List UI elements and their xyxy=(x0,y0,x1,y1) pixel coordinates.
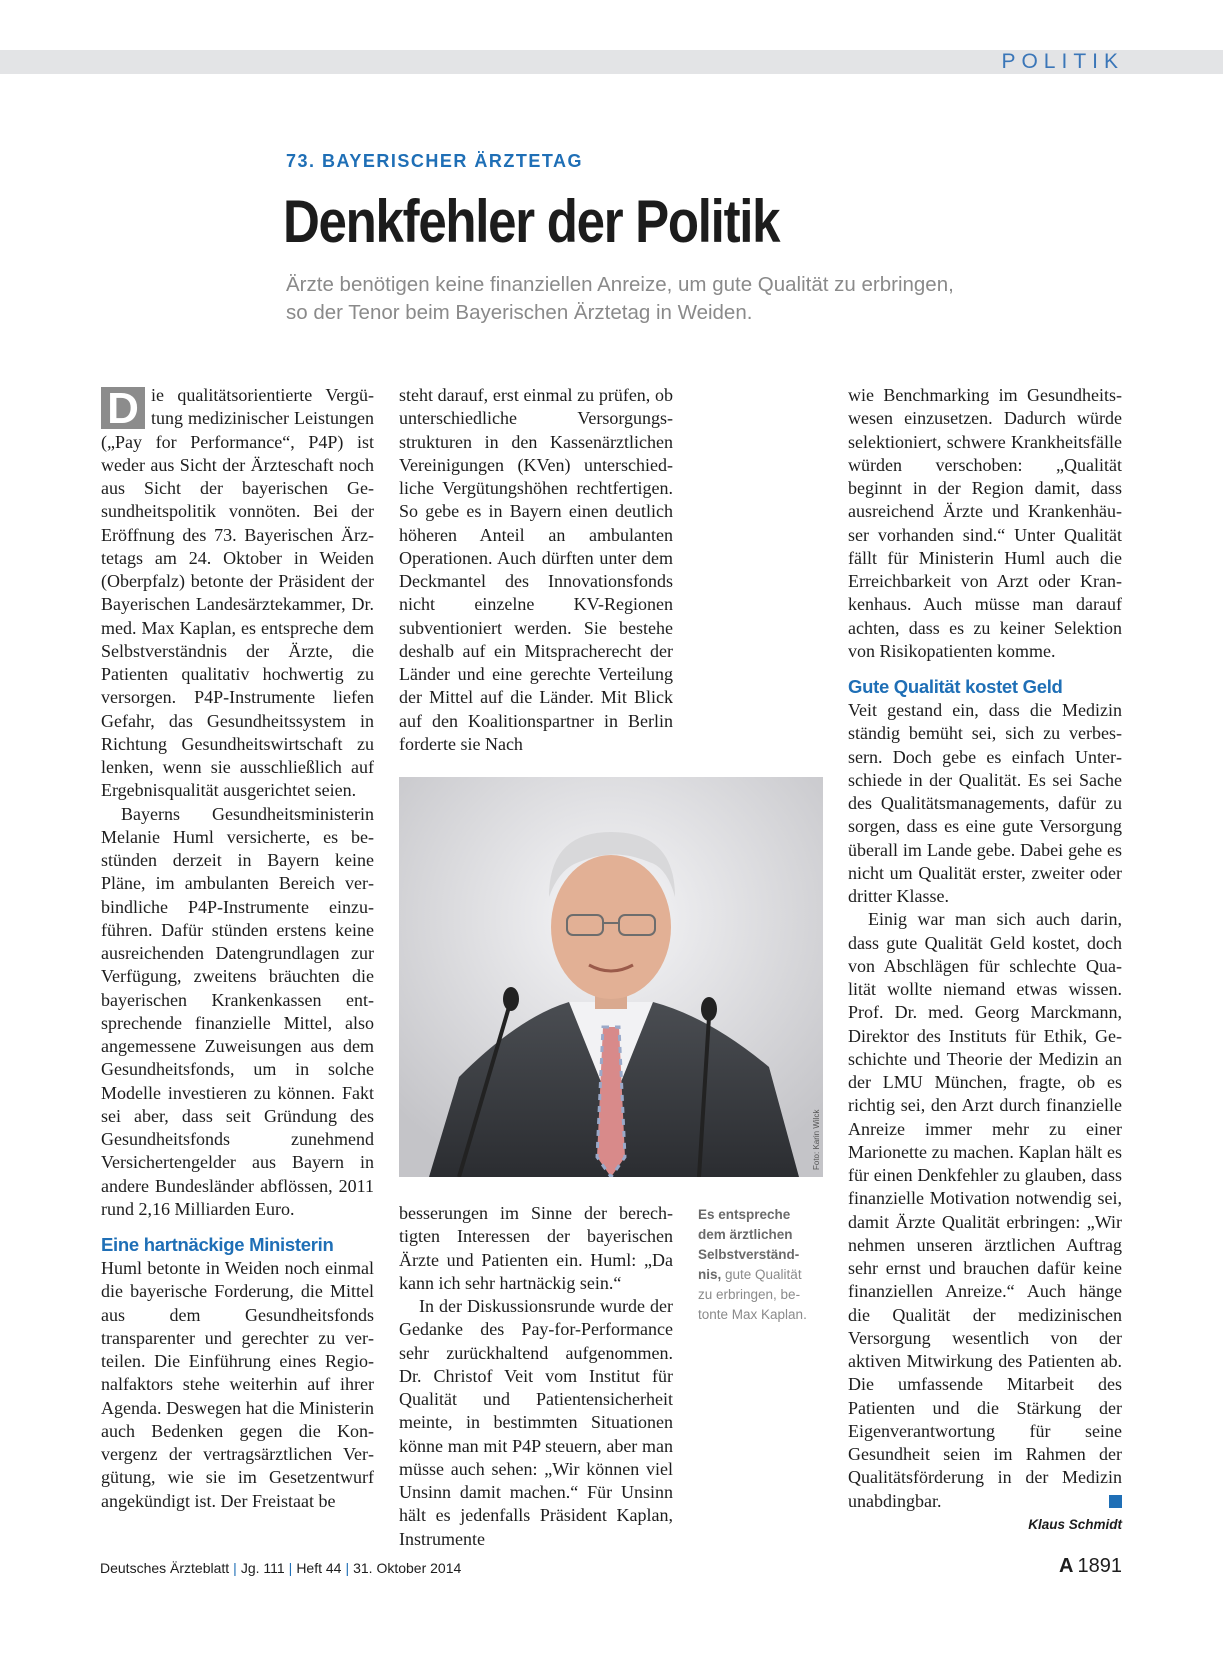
paragraph: besserungen im Sinne der berechtigten Interessen der bayerischen Ärzte und Patienten ein. Huml: „Da kann ich sehr hartnäckig sein.“ xyxy=(399,1203,673,1293)
text-column-2-continued xyxy=(399,1202,673,1551)
footer-citation xyxy=(100,1558,461,1578)
text-column-2 xyxy=(399,384,673,756)
caption-lead: Es entspreche dem ärztlichen Selbstverständnis, xyxy=(698,1207,800,1282)
footer-separator: | xyxy=(288,1560,293,1576)
volume: Jg. 111 xyxy=(240,1560,285,1576)
portrait-illustration xyxy=(399,777,823,1177)
author-name: Klaus Schmidt xyxy=(1028,1516,1122,1532)
text-column-1 xyxy=(101,384,374,1513)
journal-name: Deutsches Ärzteblatt xyxy=(100,1560,230,1576)
paragraph: Veit gestand ein, dass die Medizin ständig bemüht sei, sich zu verbessern. Doch gebe es einfach Unterschiede in der Qualität. Es sei Sache des Qualitätsmanagements, dafür zu sorgen, dass es eine gute Versorgung überall im Lande gebe. Dabei gehe es nicht um Qualität erster, zweiter oder dritter Klasse. xyxy=(848,700,1122,906)
paragraph-text: ie qualitätsorientierte Vergütung medizinischer Leistungen („Pay for Performance“, P4P) ist weder aus Sicht der Ärzteschaft noch aus Sicht der bayerischen Gesundheitspolitik vonnöten. Bei der Eröffnung des 73. Bayerischen Ärztetags am 24. Oktober in Weiden (Oberpfalz) betonte der Präsident der Bayerischen Landesärztekammer, Dr. med. Max Kaplan, es entspreche dem Selbstverständnis der Ärzte, die Patienten qualitativ hochwertig zu versorgen. P4P-Instrumente liefen Gefahr, das Gesundheitssystem in Richtung Gesundheitswirtschaft zu lenken, wenn sie ausschließlich auf Ergebnisqualität ausgerichtet seien. xyxy=(101,385,374,801)
paragraph: Bayerns Gesundheitsministerin Melanie Huml versicherte, es bestünden derzeit in Bayern keine Pläne, im ambulanten Bereich verbindliche P4P-Instrumente einzuführen. Dafür stünden erstens keine ausreichenden Datengrundlagen zur Verfügung, zweitens bräuchten die bayerischen Krankenkassen entsprechende finanzielle Mittel, also angemessene Zuweisungen aus dem Gesundheitsfonds, um in solche Modelle investieren zu können. Fakt sei aber, dass seit Gründung des Gesundheitsfonds zunehmend Versichertengelder aus Bayern in andere Bundesländer abflössen, 2011 rund 2,16 Milliarden Euro. xyxy=(101,803,374,1219)
photo-credit: Foto: Karin Wilck xyxy=(812,1109,821,1170)
page-number-value: 1891 xyxy=(1077,1555,1122,1577)
subheading: Eine hartnäckige Ministerin xyxy=(101,1234,334,1255)
article-kicker: 73. BAYERISCHER ÄRZTETAG xyxy=(286,151,584,171)
issue: Heft 44 xyxy=(296,1560,342,1576)
drop-cap: D xyxy=(101,387,145,429)
paragraph xyxy=(848,908,1122,1513)
paragraph xyxy=(101,384,374,803)
section-label: POLITIK xyxy=(1001,50,1124,73)
text-column-3 xyxy=(848,384,1122,1535)
paragraph-text: Einig war man sich auch darin, dass gute Qualität Geld kostet, doch von Abschlägen für schlechte Qualität wollte niemand etwas wissen. Prof. Dr. med. Georg Marckmann, Direktor des Instituts für Ethik, Geschichte und Theorie der Medizin an der LMU München, fragte, ob es richtig sei, den Arzt durch finanzielle Anreize immer mehr zu einer Marionette zu machen. Kaplan hält es für einen Denkfehler zu glauben, dass finanzielle Motivation notwendig sei, damit Ärzte Qualität erbringen: „Wir nehmen unseren ärztlichen Auftrag sehr ernst und brauchen dafür keine finanziellen Anreize.“ Auch hänge die Qualität der medizinischen Versorgung wesentlich von der aktiven Mitwirkung des Patienten ab. Die umfassende Mitarbeit des Patienten und die Stärkung der Eigenverantwortung für seine Gesundheit seien im Rahmen der Qualitätsförderung in der Medizin unabdingbar. xyxy=(848,909,1122,1511)
subheading: Gute Qualität kostet Geld xyxy=(848,676,1063,697)
paragraph: In der Diskussionsrunde wurde der Gedanke des Pay-for-Performance sehr zurückhaltend aufgenommen. Dr. Christof Veit vom Institut für Qualität und Patientensicherheit meinte, in bestimmten Situationen könne man mit P4P steuern, aber man müsse auch sehen: „Wir können viel Unsinn damit machen.“ Für Unsinn hält es jedenfalls Präsident Kaplan, Instrumente xyxy=(399,1296,673,1549)
paragraph: wie Benchmarking im Gesundheitswesen einzusetzen. Dadurch würde selektioniert, schwere Krankheitsfälle würden verschoben: „Qualität beginnt in der Region damit, dass ausreichend Ärzte und Krankenhäuser vorhanden sind.“ Unter Qualität fällt für Ministerin Huml auch die Erreichbarkeit von Arzt oder Krankenhaus. Auch müsse man darauf achten, dass es zu keiner Selektion von Risikopatienten komme. xyxy=(848,385,1122,661)
paragraph: Huml betonte in Weiden noch einmal die bayerische Forderung, die Mittel aus dem Gesundheitsfonds transparenter und gerechter zu verteilen. Die Einführung eines Regionalfaktors stehe weiterhin auf ihrer Agenda. Deswegen hat die Ministerin auch Bedenken gegen die Konvergenz der vertragsärztlichen Vergütung, wie sie im Gesetzentwurf angekündigt ist. Der Freistaat be xyxy=(101,1258,374,1511)
footer-separator: | xyxy=(345,1560,350,1576)
photo-caption xyxy=(698,1205,816,1325)
article-title: Denkfehler der Politik xyxy=(283,188,780,255)
caption-text: gute Qualität zu erbringen, betonte Max Kaplan. xyxy=(698,1267,807,1322)
footer-separator: | xyxy=(233,1560,237,1576)
paragraph: steht darauf, erst einmal zu prüfen, ob unterschiedliche Versorgungsstrukturen in den Kassenärztlichen Vereinigungen (KVen) unterschiedliche Vergütungshöhen rechtfertigen. So gebe es in Bayern einen deutlich höheren Anteil an ambulanten Operationen. Auch dürften unter dem Deckmantel des Innovationsfonds nicht einzelne KV-Regionen subventioniert werden. Sie bestehe deshalb auf ein Mitspracherecht der Länder und eine gerechte Verteilung der Mittel auf die Länder. Mit Blick auf den Koalitionspartner in Berlin forderte sie Nach xyxy=(399,385,673,754)
page-number xyxy=(1059,1553,1122,1579)
article-teaser: Ärzte benötigen keine finanziellen Anreize, um gute Qualität zu erbringen, so der Tenor beim Bayerischen Ärztetag in Weiden. xyxy=(286,273,954,324)
issue-date: 31. Oktober 2014 xyxy=(353,1560,462,1576)
end-mark-icon xyxy=(1109,1495,1122,1508)
page-prefix: A xyxy=(1059,1555,1074,1577)
portrait-photo xyxy=(399,777,823,1177)
